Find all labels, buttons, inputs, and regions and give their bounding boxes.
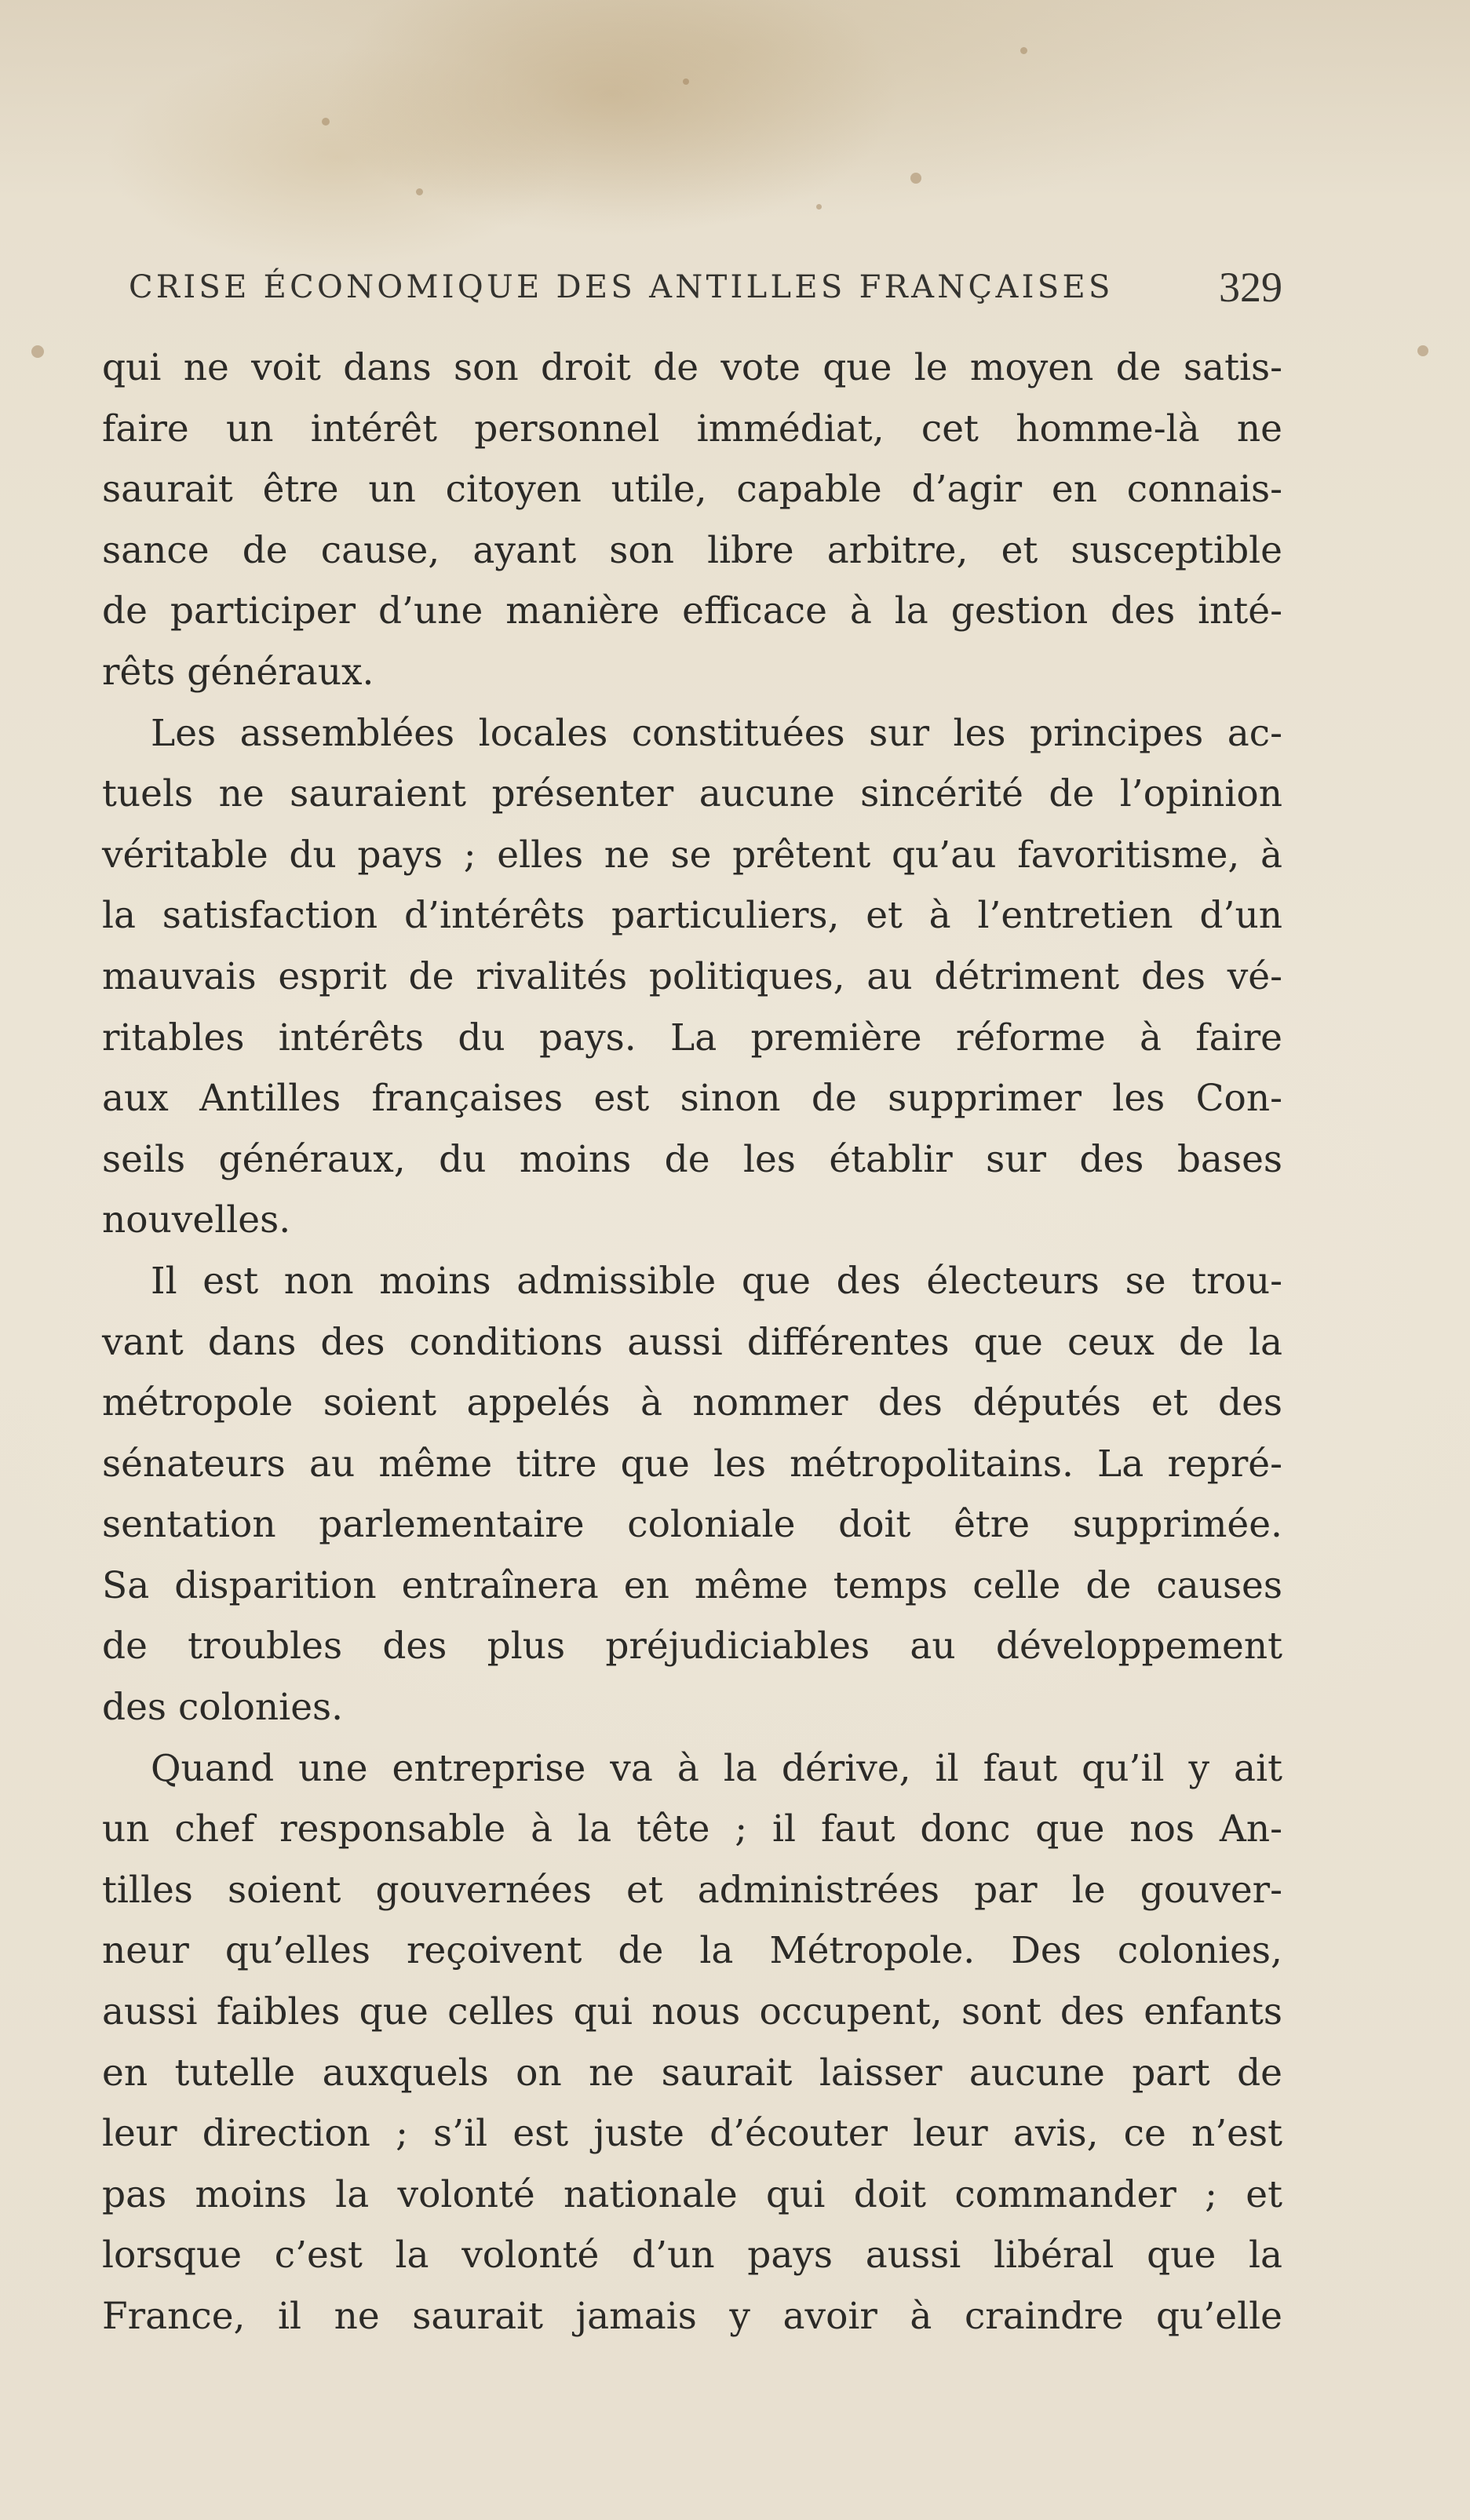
text-line: neur qu’elles reçoivent de la Métropole. Des colonies, bbox=[102, 1929, 1282, 1973]
text-line: rêts généraux. bbox=[102, 650, 374, 694]
text-line: mauvais esprit de rivalités politiques, au détriment des vé- bbox=[102, 954, 1282, 998]
text-line: de troubles des plus préjudiciables au développement bbox=[102, 1625, 1282, 1668]
text-line: leur direction ; s’il est juste d’écouter leur avis, ce n’est bbox=[102, 2112, 1282, 2156]
foxing-speck bbox=[1417, 345, 1428, 356]
foxing-speck bbox=[816, 204, 822, 210]
text-line: la satisfaction d’intérêts particuliers, et à l’entretien d’un bbox=[102, 894, 1282, 938]
text-line: de participer d’une manière efficace à la gestion des inté- bbox=[102, 589, 1282, 633]
text-line: seils généraux, du moins de les établir sur des bases bbox=[102, 1137, 1282, 1181]
text-line: véritable du pays ; elles ne se prêtent qu’au favoritisme, à bbox=[102, 833, 1282, 877]
running-header bbox=[129, 264, 1282, 311]
text-line: un chef responsable à la tête ; il faut donc que nos An- bbox=[102, 1807, 1282, 1851]
text-line: saurait être un citoyen utile, capable d’agir en connais- bbox=[102, 468, 1282, 512]
foxing-speck bbox=[683, 78, 689, 85]
running-title: CRISE ÉCONOMIQUE DES ANTILLES FRANÇAISES bbox=[129, 269, 1114, 305]
text-line: faire un intérêt personnel immédiat, cet homme-là ne bbox=[102, 407, 1282, 450]
foxing-speck bbox=[31, 345, 44, 358]
foxing-speck bbox=[322, 118, 330, 126]
text-line: sénateurs au même titre que les métropolitains. La repré- bbox=[102, 1442, 1282, 1486]
text-line: en tutelle auxquels on ne saurait laisser aucune part de bbox=[102, 2051, 1282, 2095]
text-line: sentation parlementaire coloniale doit être supprimée. bbox=[102, 1503, 1282, 1547]
text-line: des colonies. bbox=[102, 1686, 344, 1730]
text-line: sance de cause, ayant son libre arbitre, et susceptible bbox=[102, 528, 1282, 572]
text-line: métropole soient appelés à nommer des députés et des bbox=[102, 1381, 1282, 1425]
text-line: tuels ne sauraient présenter aucune sincérité de l’opinion bbox=[102, 772, 1282, 816]
text-line: Quand une entreprise va à la dérive, il faut qu’il y ait bbox=[151, 1746, 1282, 1790]
body-text bbox=[102, 337, 1282, 2347]
foxing-speck bbox=[416, 188, 423, 195]
text-line: qui ne voit dans son droit de vote que le moyen de satis- bbox=[102, 346, 1282, 389]
foxing-speck bbox=[910, 173, 921, 184]
text-line: aux Antilles françaises est sinon de supprimer les Con- bbox=[102, 1077, 1282, 1121]
foxing-speck bbox=[1020, 47, 1027, 54]
text-line: tilles soient gouvernées et administrées par le gouver- bbox=[102, 1868, 1282, 1912]
text-line: ritables intérêts du pays. La première réforme à faire bbox=[102, 1016, 1282, 1059]
text-line: pas moins la volonté nationale qui doit commander ; et bbox=[102, 2172, 1282, 2216]
text-line: Il est non moins admissible que des électeurs se trou- bbox=[151, 1259, 1282, 1303]
text-line: aussi faibles que celles qui nous occupent, sont des enfants bbox=[102, 1990, 1282, 2034]
text-line: Sa disparition entraînera en même temps celle de causes bbox=[102, 1563, 1282, 1607]
text-line: France, il ne saurait jamais y avoir à craindre qu’elle bbox=[102, 2295, 1282, 2338]
text-line: vant dans des conditions aussi différentes que ceux de la bbox=[102, 1320, 1282, 1364]
text-line: Les assemblées locales constituées sur les principes ac- bbox=[151, 711, 1282, 755]
page-number: 329 bbox=[1219, 264, 1282, 311]
text-line: nouvelles. bbox=[102, 1198, 291, 1242]
text-line: lorsque c’est la volonté d’un pays aussi libéral que la bbox=[102, 2234, 1282, 2277]
